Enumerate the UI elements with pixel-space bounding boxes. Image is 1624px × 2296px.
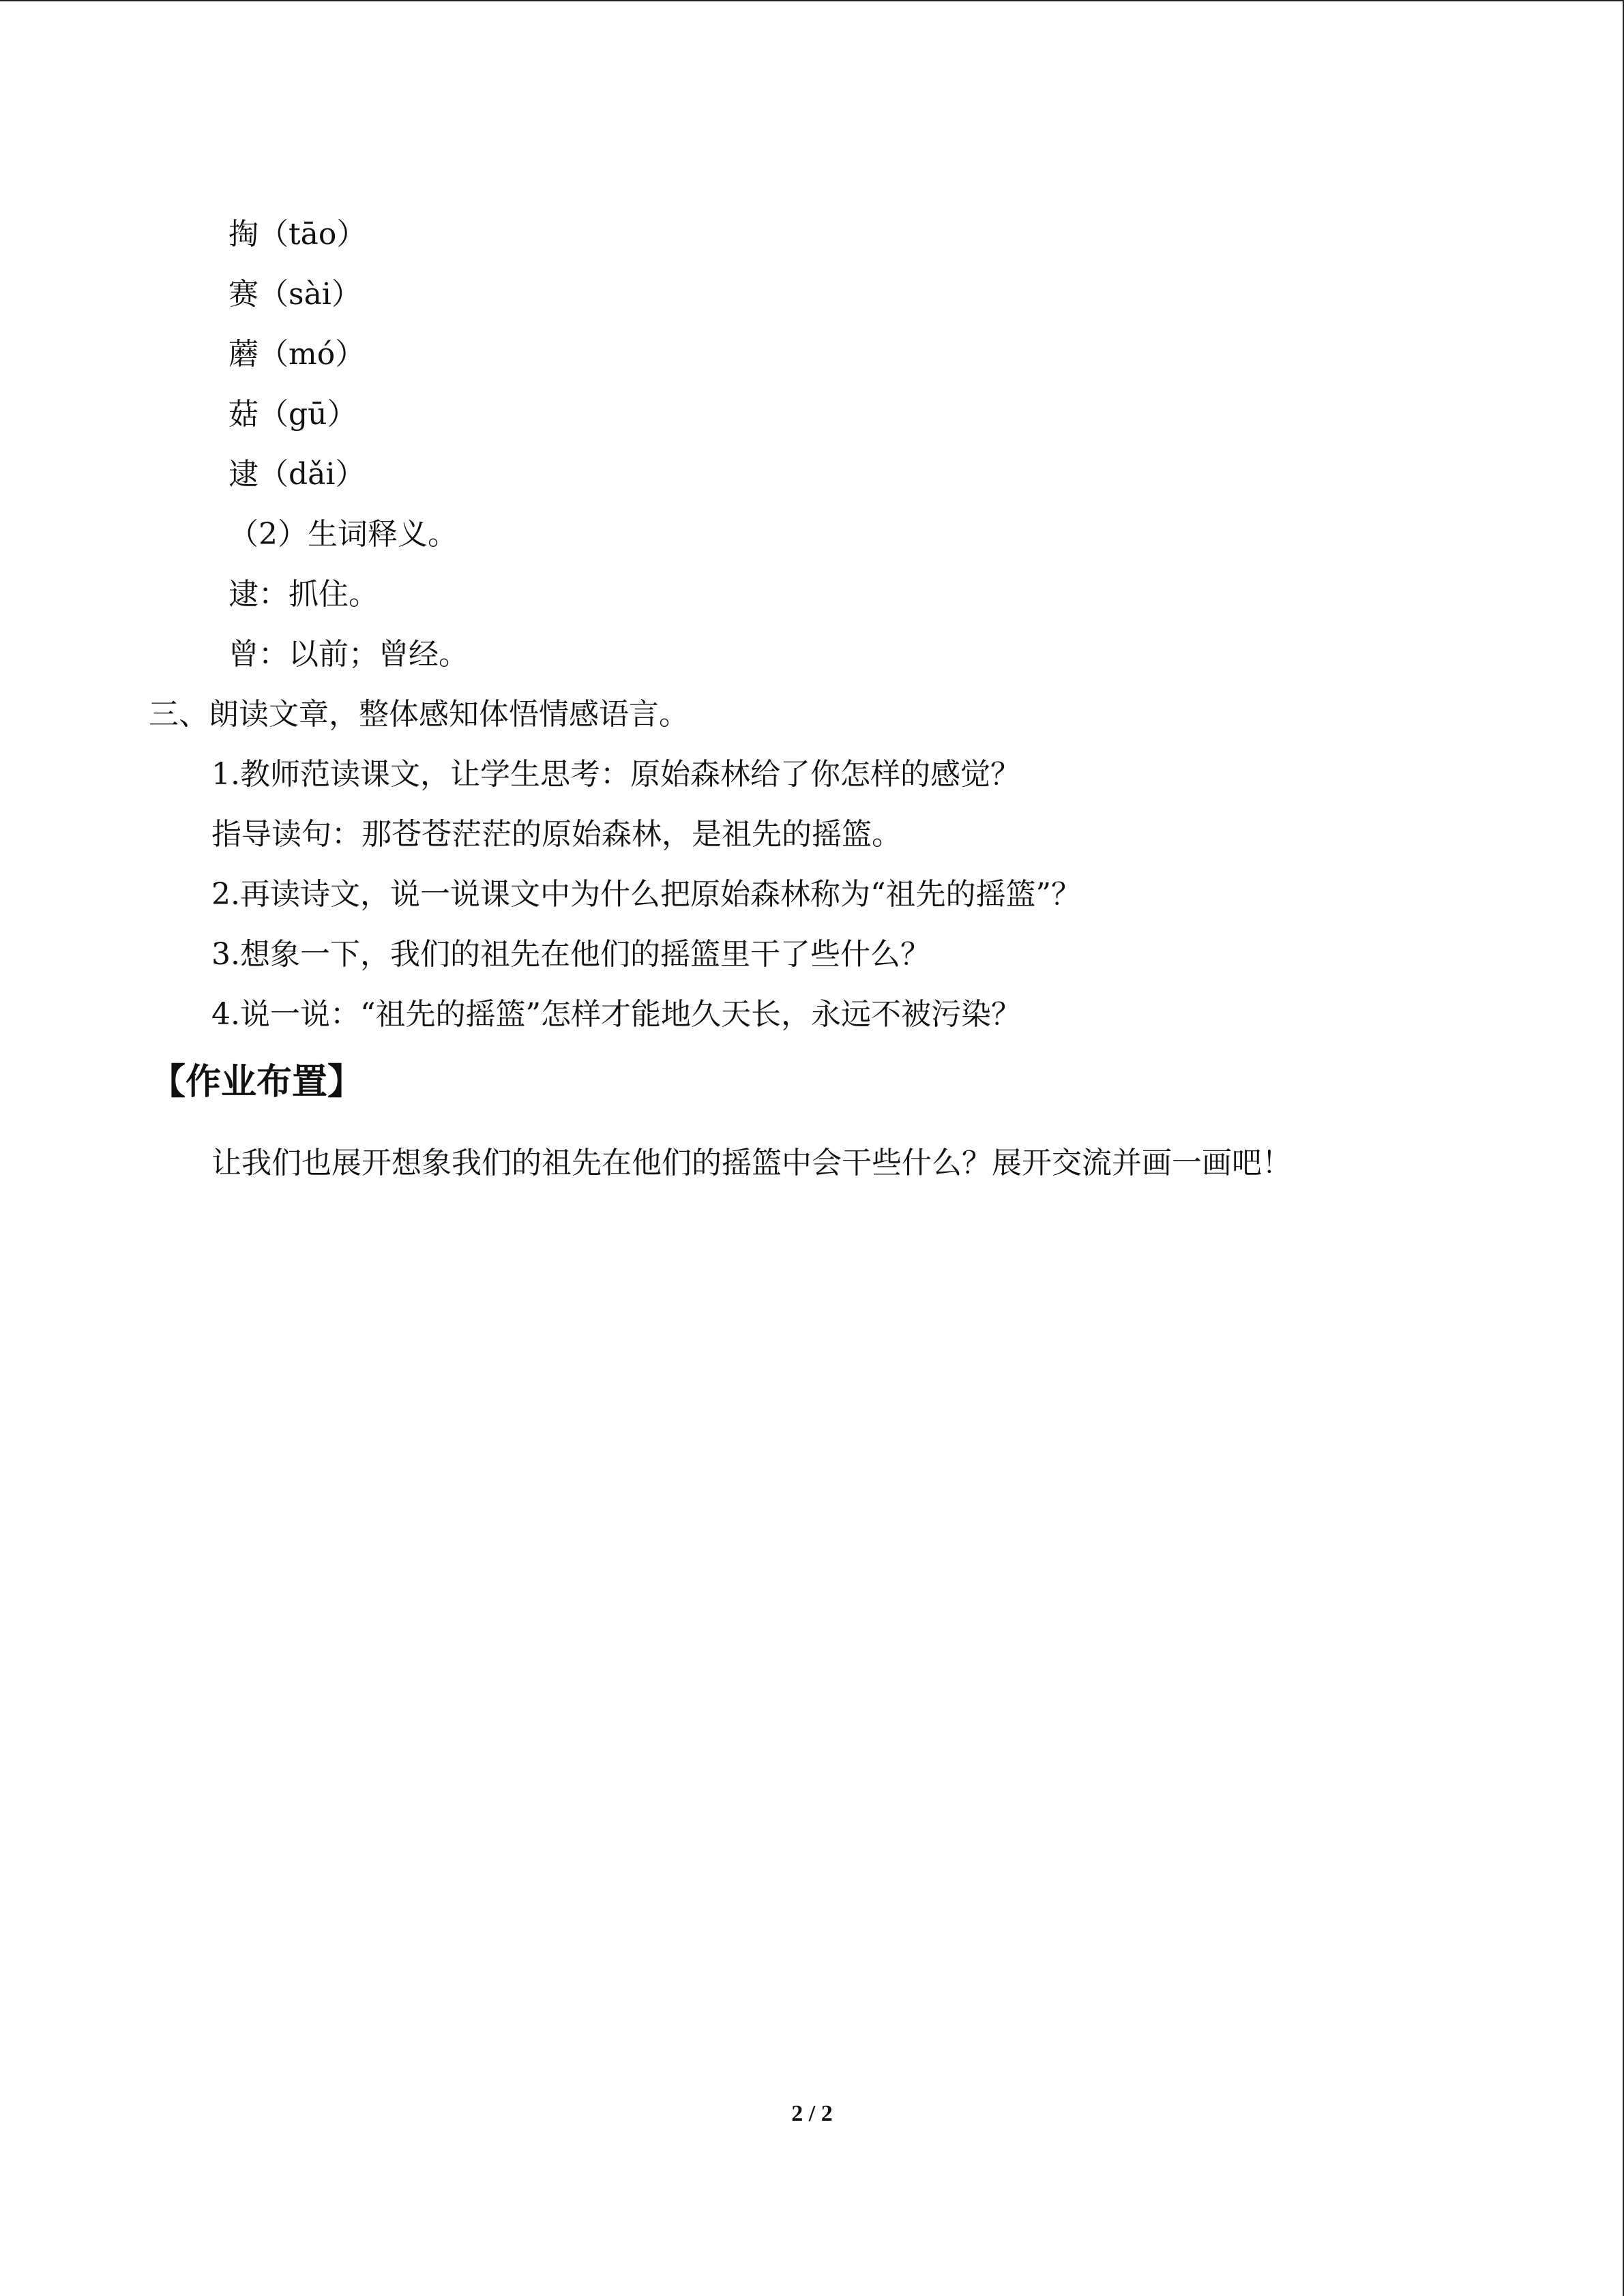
vocab-item: 逮：抓住。: [228, 577, 379, 612]
pinyin-item: 赛（sài）: [228, 277, 361, 312]
section-three-item: 2.再读诗文，说一说课文中为什么把原始森林称为“祖先的摇篮”？: [211, 877, 1081, 912]
pinyin-item: 菇（gū）: [228, 397, 357, 432]
section-three-item: 1.教师范读课文，让学生思考：原始森林给了你怎样的感觉？: [211, 757, 1020, 792]
vocab-item: 曾：以前；曾经。: [228, 637, 469, 672]
page-number: 2 / 2: [791, 2101, 833, 2126]
pinyin-item: 蘑（mó）: [228, 337, 366, 372]
section-three-title: 三、朗读文章，整体感知体悟情感语言。: [149, 697, 689, 732]
section-three-item: 指导读句：那苍苍茫茫的原始森林，是祖先的摇篮。: [211, 817, 902, 852]
pinyin-item: 逮（dǎi）: [228, 457, 366, 492]
section-three-item: 3.想象一下，我们的祖先在他们的摇篮里干了些什么？: [211, 937, 930, 972]
homework-heading: 【作业布置】: [150, 1062, 364, 1103]
homework-text: 让我们也展开想象我们的祖先在他们的摇篮中会干些什么？展开交流并画一画吧！: [211, 1146, 1292, 1180]
pinyin-item: 掏（tāo）: [228, 217, 367, 252]
section-three-item: 4.说一说：“祖先的摇篮”怎样才能地久天长，永远不被污染？: [211, 997, 1021, 1032]
vocab-heading: （2）生词释义。: [228, 517, 458, 552]
